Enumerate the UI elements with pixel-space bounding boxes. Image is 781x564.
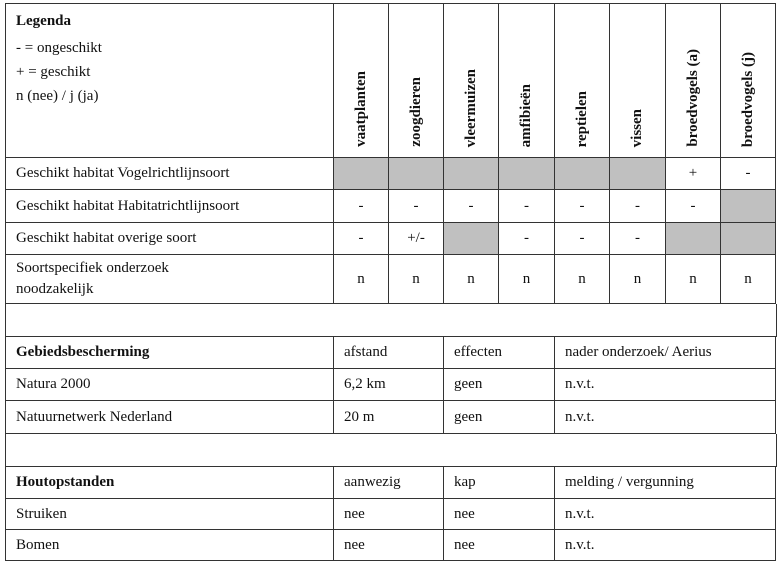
cell: n	[610, 255, 666, 304]
cell: n	[334, 255, 389, 304]
gebieds-cell: 20 m	[334, 401, 444, 434]
cell: +/-	[389, 223, 444, 255]
col-header-broedvogels-j: broedvogels (j)	[721, 3, 776, 158]
col-header-amfibieen: amfibieën	[499, 3, 555, 158]
row-label-soortspecifiek	[5, 255, 334, 304]
cell: -	[499, 223, 555, 255]
gebieds-row-label: Natura 2000	[5, 369, 334, 401]
legend-line-ongeschikt: - = ongeschikt	[16, 40, 102, 56]
cell: -	[666, 190, 721, 223]
assessment-table	[5, 3, 778, 561]
cell: n	[444, 255, 499, 304]
cell: -	[610, 223, 666, 255]
hout-row-label: Struiken	[5, 499, 334, 530]
cell: -	[555, 223, 610, 255]
col-header-vissen: vissen	[610, 3, 666, 158]
cell	[444, 223, 499, 255]
cell	[444, 158, 499, 190]
cell: -	[334, 190, 389, 223]
hout-cell: nee	[444, 499, 555, 530]
cell: +	[666, 158, 721, 190]
cell: -	[499, 190, 555, 223]
hout-row-label: Bomen	[5, 530, 334, 561]
cell	[721, 190, 776, 223]
cell: n	[389, 255, 444, 304]
cell: n	[499, 255, 555, 304]
cell: n	[721, 255, 776, 304]
legend-title: Legenda	[16, 13, 72, 29]
gebieds-header-onderzoek: nader onderzoek/ Aerius	[555, 337, 776, 369]
col-header-zoogdieren: zoogdieren	[389, 3, 444, 158]
cell	[389, 158, 444, 190]
cell	[499, 158, 555, 190]
gebieds-header-effecten: effecten	[444, 337, 555, 369]
cell	[555, 158, 610, 190]
gebieds-row-label: Natuurnetwerk Nederland	[5, 401, 334, 434]
cell	[334, 158, 389, 190]
cell: -	[444, 190, 499, 223]
row-label-overige-soort: Geschikt habitat overige soort	[5, 223, 334, 255]
legend-line-nee-ja: n (nee) / j (ja)	[16, 88, 99, 104]
gebieds-cell: 6,2 km	[334, 369, 444, 401]
cell: -	[721, 158, 776, 190]
gebieds-cell: n.v.t.	[555, 369, 776, 401]
cell	[666, 223, 721, 255]
cell: -	[389, 190, 444, 223]
cell	[721, 223, 776, 255]
gebieds-header-afstand: afstand	[334, 337, 444, 369]
gebieds-cell: n.v.t.	[555, 401, 776, 434]
cell: n	[555, 255, 610, 304]
col-header-broedvogels-a: broedvogels (a)	[666, 3, 721, 158]
cell: -	[555, 190, 610, 223]
legend-line-geschikt: + = geschikt	[16, 64, 91, 80]
col-header-vaatplanten: vaatplanten	[334, 3, 389, 158]
cell	[610, 158, 666, 190]
hout-cell: nee	[334, 499, 444, 530]
col-header-reptielen: reptielen	[555, 3, 610, 158]
row-label-line: Soortspecifiek onderzoek	[16, 260, 169, 276]
gebieds-header: Gebiedsbescherming	[5, 337, 334, 369]
gebieds-cell: geen	[444, 401, 555, 434]
row-label-vogelrichtlijn: Geschikt habitat Vogelrichtlijnsoort	[5, 158, 334, 190]
cell: n	[666, 255, 721, 304]
hout-header: Houtopstanden	[5, 467, 334, 499]
row-label-line: noodzakelijk	[16, 281, 94, 297]
spacer-row	[5, 434, 777, 467]
hout-cell: nee	[444, 530, 555, 561]
hout-header-melding: melding / vergunning	[555, 467, 776, 499]
hout-cell: n.v.t.	[555, 530, 776, 561]
legend-cell	[5, 3, 334, 158]
col-header-vleermuizen: vleermuizen	[444, 3, 499, 158]
hout-cell: n.v.t.	[555, 499, 776, 530]
hout-header-kap: kap	[444, 467, 555, 499]
cell: -	[610, 190, 666, 223]
spacer-row	[5, 304, 777, 337]
hout-cell: nee	[334, 530, 444, 561]
gebieds-cell: geen	[444, 369, 555, 401]
cell: -	[334, 223, 389, 255]
row-label-habitatrichtlijn: Geschikt habitat Habitatrichtlijnsoort	[5, 190, 334, 223]
hout-header-aanwezig: aanwezig	[334, 467, 444, 499]
